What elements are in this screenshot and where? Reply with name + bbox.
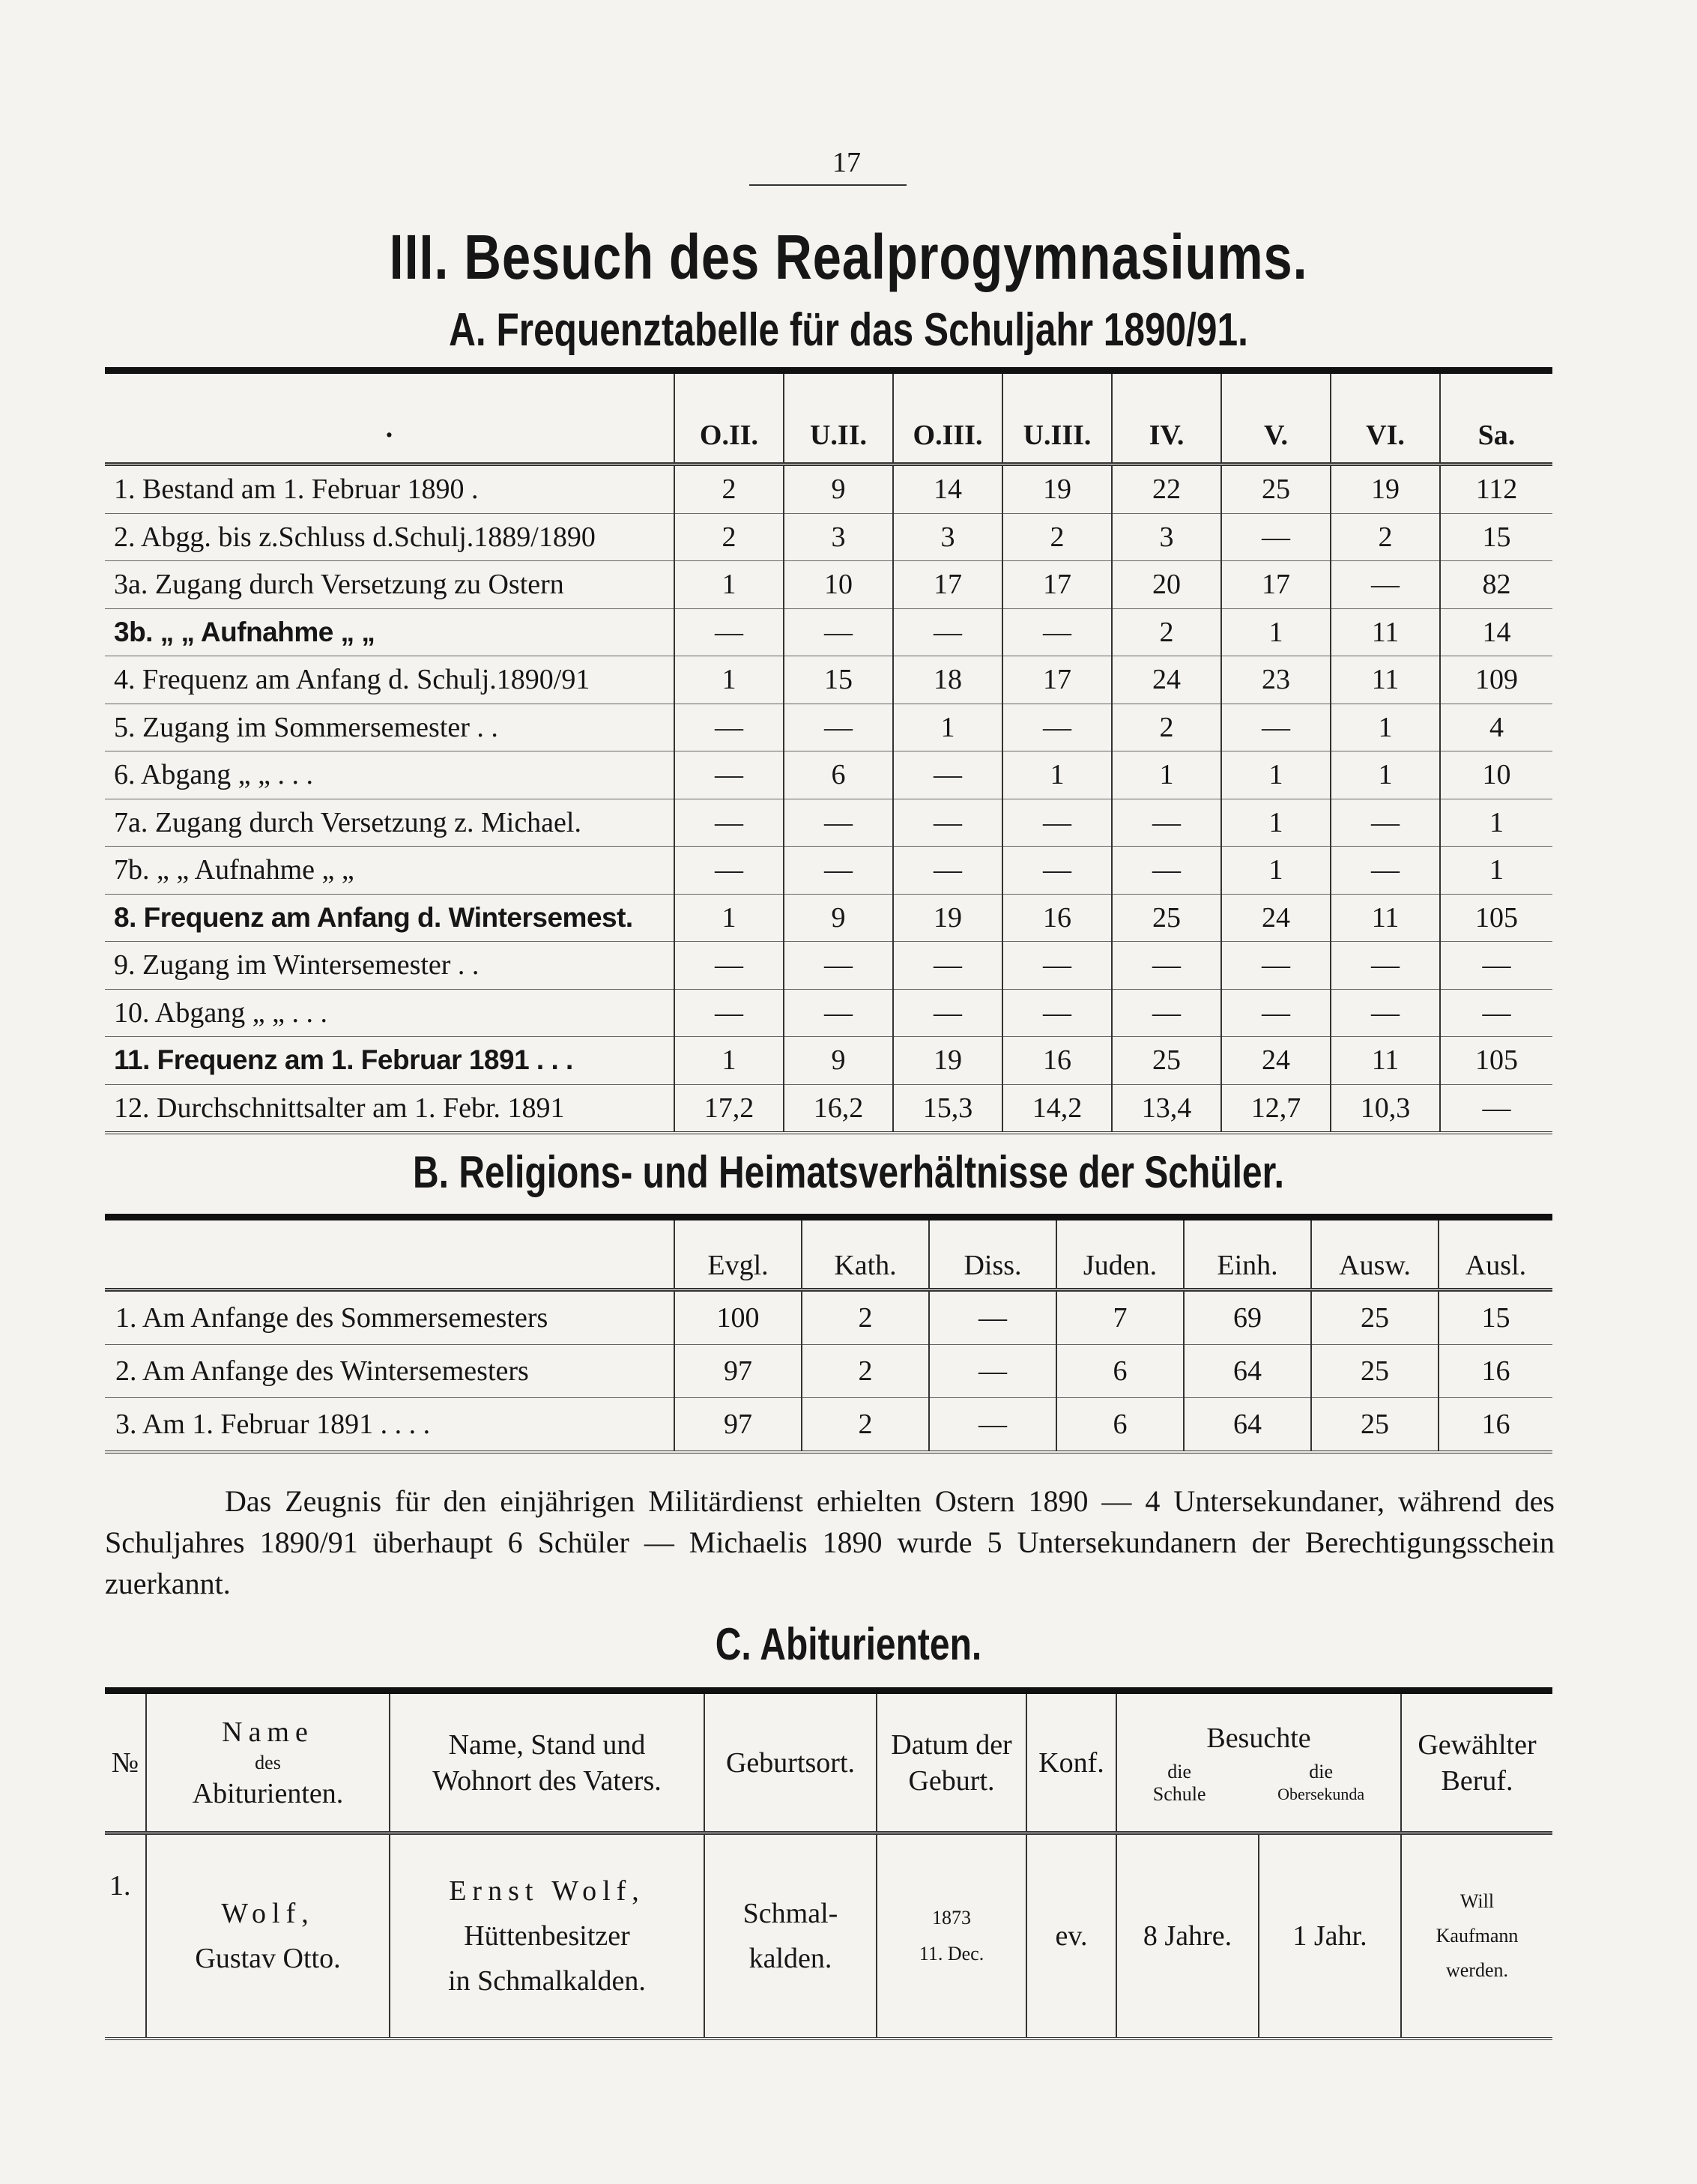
table-cell: 11 — [1331, 1037, 1440, 1085]
table-cell: 14,2 — [1002, 1084, 1112, 1133]
table-cell: 24 — [1112, 656, 1221, 704]
table-cell: 1 — [1221, 751, 1331, 799]
table-cell: — — [1221, 989, 1331, 1037]
table-cell: 17 — [1002, 656, 1112, 704]
table-cell: 1 — [674, 1037, 784, 1085]
table-header-cell: U.II. — [784, 371, 893, 465]
table-header-row — [105, 371, 1552, 465]
father-info — [390, 1833, 704, 2039]
table-cell: — — [674, 799, 784, 847]
table-cell: 25 — [1311, 1398, 1439, 1453]
table-row — [105, 942, 1552, 990]
table-header-cell — [105, 1217, 674, 1290]
birthplace-header: Geburtsort. — [704, 1691, 877, 1833]
table-header-cell: Einh. — [1184, 1217, 1311, 1290]
table-cell: 69 — [1184, 1290, 1311, 1345]
table-cell: — — [674, 751, 784, 799]
table-cell: 10,3 — [1331, 1084, 1440, 1133]
table-cell: 16 — [1439, 1398, 1552, 1453]
table-cell: — — [929, 1345, 1056, 1398]
birthdate-line: 11. Dec. — [919, 1943, 984, 1964]
row-label: 6. Abgang „ „ . . . — [105, 751, 674, 799]
table-cell: 1 — [893, 704, 1002, 751]
table-cell: — — [1331, 799, 1440, 847]
table-cell: 10 — [1440, 751, 1552, 799]
table-cell: — — [674, 847, 784, 895]
table-cell: 17,2 — [674, 1084, 784, 1133]
page-number: 17 — [832, 147, 861, 178]
table-row — [105, 608, 1552, 656]
row-label: 3b. „ „ Aufnahme „ „ — [105, 608, 674, 656]
table-cell: 1 — [674, 561, 784, 609]
table-cell: 97 — [674, 1398, 802, 1453]
table-cell: 25 — [1112, 1037, 1221, 1085]
row-label: 2. Abgg. bis z.Schluss d.Schulj.1889/1890 — [105, 513, 674, 561]
table-header-cell: Evgl. — [674, 1217, 802, 1290]
table-cell: — — [784, 989, 893, 1037]
table-cell: 19 — [893, 894, 1002, 942]
table-cell: — — [1221, 513, 1331, 561]
table-cell: 9 — [784, 465, 893, 514]
table-row — [105, 1290, 1552, 1345]
subheader-school: Schule — [1152, 1782, 1206, 1805]
table-cell: 16,2 — [784, 1084, 893, 1133]
attended-obersekunda-subheader — [1277, 1761, 1364, 1806]
table-cell: — — [1002, 847, 1112, 895]
name-header-line: Abiturienten. — [192, 1777, 344, 1809]
table-cell: 6 — [1056, 1345, 1184, 1398]
table-cell: 2 — [802, 1345, 929, 1398]
table-cell: 22 — [1112, 465, 1221, 514]
table-cell: 25 — [1112, 894, 1221, 942]
table-cell: 100 — [674, 1290, 802, 1345]
career-line: werden. — [1445, 1959, 1508, 1981]
table-cell: — — [893, 751, 1002, 799]
subtitle: A. Frequenztabelle für das Schuljahr 1890/91. — [449, 304, 1248, 356]
table-cell: 2 — [802, 1398, 929, 1453]
row-label: 4. Frequenz am Anfang d. Schulj.1890/91 — [105, 656, 674, 704]
table-cell: 105 — [1440, 894, 1552, 942]
table-row — [105, 561, 1552, 609]
graduate-name — [146, 1833, 390, 2039]
confession: ev. — [1026, 1833, 1116, 2039]
table-cell: — — [1112, 799, 1221, 847]
table-cell: 1 — [674, 894, 784, 942]
table-cell: 16 — [1002, 1037, 1112, 1085]
table-cell: 1 — [1221, 847, 1331, 895]
table-header-cell: Juden. — [1056, 1217, 1184, 1290]
frequency-table-body — [105, 465, 1552, 1134]
table-cell: — — [893, 608, 1002, 656]
table-cell: 1 — [1002, 751, 1112, 799]
table-cell: 105 — [1440, 1037, 1552, 1085]
father-info-line: Hüttenbesitzer — [464, 1920, 630, 1952]
table-cell: 1 — [1440, 799, 1552, 847]
attended-school-subheader — [1153, 1761, 1206, 1806]
table-cell: — — [893, 799, 1002, 847]
career-header — [1401, 1691, 1552, 1833]
table-cell: — — [1112, 942, 1221, 990]
table-row — [105, 847, 1552, 895]
number-header: № — [105, 1691, 146, 1833]
table-header-cell: IV. — [1112, 371, 1221, 465]
certificate-paragraph — [105, 1480, 1555, 1604]
table-cell: — — [1440, 989, 1552, 1037]
table-row — [105, 894, 1552, 942]
row-label: 5. Zugang im Sommersemester . . — [105, 704, 674, 751]
table-cell: 1 — [1331, 704, 1440, 751]
table-header-row — [105, 1691, 1552, 1833]
table-cell: 3 — [893, 513, 1002, 561]
row-label: 1. Am Anfange des Sommersemesters — [105, 1290, 674, 1345]
career — [1401, 1833, 1552, 2039]
birthplace-line: kalden. — [748, 1943, 832, 1974]
table-cell: 24 — [1221, 894, 1331, 942]
graduate-number: 1. — [109, 1870, 131, 1902]
table-cell: 25 — [1311, 1290, 1439, 1345]
main-title: III. Besuch des Realprogymnasiums. — [389, 222, 1308, 292]
graduate-name-line: Gustav Otto. — [195, 1943, 341, 1974]
table-cell: 1 — [1331, 751, 1440, 799]
table-cell: 1 — [1221, 799, 1331, 847]
graduate-name-line: Wolf, — [221, 1898, 315, 1929]
row-label: 10. Abgang „ „ . . . — [105, 989, 674, 1037]
table-row — [105, 465, 1552, 514]
table-cell: 2 — [1331, 513, 1440, 561]
birthdate-header-line: Datum der — [891, 1728, 1012, 1761]
frequency-table — [105, 367, 1552, 1134]
table-row — [105, 1037, 1552, 1085]
table-cell: 17 — [1221, 561, 1331, 609]
table-cell: 16 — [1002, 894, 1112, 942]
row-label: 7b. „ „ Aufnahme „ „ — [105, 847, 674, 895]
row-label: 2. Am Anfange des Wintersemesters — [105, 1345, 674, 1398]
attended-header-label: Besuchte — [1206, 1722, 1311, 1754]
table-cell: — — [1331, 561, 1440, 609]
career-line: Kaufmann — [1436, 1925, 1519, 1946]
name-header-line: des — [255, 1751, 281, 1773]
table-cell: — — [674, 704, 784, 751]
birthdate-line: 1873 — [932, 1907, 971, 1929]
table-cell: 14 — [1440, 608, 1552, 656]
table-cell: — — [784, 608, 893, 656]
table-header-cell: U.III. — [1002, 371, 1112, 465]
father-header-line: Wohnort des Vaters. — [432, 1764, 662, 1797]
table-cell: — — [1331, 942, 1440, 990]
table-cell: — — [929, 1290, 1056, 1345]
table-header-cell: V. — [1221, 371, 1331, 465]
table-cell: — — [1221, 942, 1331, 990]
table-row — [105, 1833, 1552, 2039]
table-cell: 6 — [784, 751, 893, 799]
birthdate — [877, 1833, 1026, 2039]
table-row — [105, 704, 1552, 751]
table-cell: — — [674, 989, 784, 1037]
birthplace-line: Schmal- — [742, 1898, 838, 1929]
table-cell: 82 — [1440, 561, 1552, 609]
row-label: 3. Am 1. Februar 1891 . . . . — [105, 1398, 674, 1453]
table-cell: 1 — [1221, 608, 1331, 656]
table-cell: 4 — [1440, 704, 1552, 751]
table-cell: 11 — [1331, 608, 1440, 656]
table-cell: — — [1112, 989, 1221, 1037]
table-cell: — — [674, 608, 784, 656]
table-cell: 15 — [1439, 1290, 1552, 1345]
table-cell: 10 — [784, 561, 893, 609]
table-cell: — — [1331, 847, 1440, 895]
table-cell: 19 — [893, 1037, 1002, 1085]
table-cell: 24 — [1221, 1037, 1331, 1085]
table-cell: — — [893, 989, 1002, 1037]
table-cell: — — [893, 942, 1002, 990]
table-cell: — — [1331, 989, 1440, 1037]
table-cell: — — [784, 942, 893, 990]
attended-header — [1116, 1691, 1401, 1833]
table-cell: 109 — [1440, 656, 1552, 704]
table-cell: 17 — [1002, 561, 1112, 609]
table-cell: 2 — [674, 465, 784, 514]
row-label: 11. Frequenz am 1. Februar 1891 . . . — [105, 1037, 674, 1085]
table-cell: 15 — [1440, 513, 1552, 561]
row-label: 8. Frequenz am Anfang d. Wintersemest. — [105, 894, 674, 942]
table-header-cell: O.III. — [893, 371, 1002, 465]
table-cell: 13,4 — [1112, 1084, 1221, 1133]
table-cell: 1 — [674, 656, 784, 704]
table-cell: — — [784, 847, 893, 895]
table-cell: — — [1002, 799, 1112, 847]
table-cell: — — [1002, 989, 1112, 1037]
table-cell: — — [1440, 942, 1552, 990]
table-cell: — — [1221, 704, 1331, 751]
table-header-cell: Ausl. — [1439, 1217, 1552, 1290]
row-label: 7a. Zugang durch Versetzung z. Michael. — [105, 799, 674, 847]
table-cell: — — [1002, 704, 1112, 751]
table-cell: — — [1112, 847, 1221, 895]
father-info-line: Ernst Wolf, — [449, 1875, 645, 1907]
confession-header: Konf. — [1026, 1691, 1116, 1833]
row-label: 12. Durchschnittsalter am 1. Febr. 1891 — [105, 1084, 674, 1133]
table-cell: 12,7 — [1221, 1084, 1331, 1133]
row-label: 9. Zugang im Wintersemester . . — [105, 942, 674, 990]
table-cell: 1 — [1112, 751, 1221, 799]
table-header-cell: Sa. — [1440, 371, 1552, 465]
table-cell: 3 — [1112, 513, 1221, 561]
table-header-row — [105, 1217, 1552, 1290]
father-info-line: in Schmalkalden. — [448, 1965, 646, 1997]
table-header-cell: Diss. — [929, 1217, 1056, 1290]
table-cell: — — [929, 1398, 1056, 1453]
table-cell: 16 — [1439, 1345, 1552, 1398]
subheader-obersekunda: Obersekunda — [1277, 1784, 1365, 1803]
birthdate-header — [877, 1691, 1026, 1833]
row-label: 1. Bestand am 1. Februar 1890 . — [105, 465, 674, 514]
table-cell: — — [1002, 608, 1112, 656]
table-row — [105, 751, 1552, 799]
table-cell: — — [784, 799, 893, 847]
religion-table-body — [105, 1290, 1552, 1453]
table-cell: 2 — [1112, 608, 1221, 656]
table-cell: 25 — [1221, 465, 1331, 514]
career-header-line: Beruf. — [1441, 1764, 1513, 1797]
table-row — [105, 1398, 1552, 1453]
table-header-cell: Ausw. — [1311, 1217, 1439, 1290]
table-cell: 2 — [802, 1290, 929, 1345]
table-cell: 6 — [1056, 1398, 1184, 1453]
table-cell: 112 — [1440, 465, 1552, 514]
table-cell: 1 — [1440, 847, 1552, 895]
page-number-rule — [749, 184, 907, 186]
table-cell: 15,3 — [893, 1084, 1002, 1133]
table-header-cell: O.II. — [674, 371, 784, 465]
table-header-cell: Kath. — [802, 1217, 929, 1290]
years-school: 8 Jahre. — [1116, 1833, 1259, 2039]
table-cell: 17 — [893, 561, 1002, 609]
certificate-text: Das Zeugnis für den einjährigen Militärdienst erhielten Ostern 1890 — 4 Untersekundaner, während des Schuljahres 1890/91 überhaupt 6 Schüler — Michaelis 1890 wurde 5 Untersekundanern der Berechtigungsschein zuerkannt. — [105, 1484, 1555, 1600]
table-row — [105, 989, 1552, 1037]
table-cell: 14 — [893, 465, 1002, 514]
table-cell: 20 — [1112, 561, 1221, 609]
table-cell: 23 — [1221, 656, 1331, 704]
years-obersekunda: 1 Jahr. — [1259, 1833, 1401, 2039]
father-header-line: Name, Stand und — [448, 1728, 646, 1761]
table-cell: 97 — [674, 1345, 802, 1398]
name-header-line: Name — [222, 1716, 314, 1748]
table-cell: 2 — [1002, 513, 1112, 561]
father-header — [390, 1691, 704, 1833]
section-c-title: C. Abiturienten. — [715, 1619, 982, 1669]
table-cell: 2 — [674, 513, 784, 561]
table-cell: 7 — [1056, 1290, 1184, 1345]
career-header-line: Gewählter — [1418, 1728, 1537, 1761]
birthplace — [704, 1833, 877, 2039]
table-cell: 64 — [1184, 1398, 1311, 1453]
attended-subheaders — [1117, 1761, 1400, 1806]
graduates-table — [105, 1687, 1552, 2040]
birthdate-header-line: Geburt. — [908, 1764, 995, 1797]
table-cell: 11 — [1331, 894, 1440, 942]
table-row — [105, 799, 1552, 847]
table-cell: — — [893, 847, 1002, 895]
table-cell: 3 — [784, 513, 893, 561]
religion-table — [105, 1214, 1552, 1454]
subheader-article: die — [1167, 1760, 1192, 1782]
table-cell: 15 — [784, 656, 893, 704]
table-cell: — — [1440, 1084, 1552, 1133]
table-cell: — — [784, 704, 893, 751]
table-row — [105, 513, 1552, 561]
table-cell: 18 — [893, 656, 1002, 704]
table-row — [105, 656, 1552, 704]
table-cell: 64 — [1184, 1345, 1311, 1398]
career-line: Will — [1459, 1890, 1495, 1912]
table-cell: 11 — [1331, 656, 1440, 704]
table-cell: 9 — [784, 894, 893, 942]
table-row — [105, 1084, 1552, 1133]
table-cell: — — [1002, 942, 1112, 990]
table-header-cell: VI. — [1331, 371, 1440, 465]
table-cell: — — [674, 942, 784, 990]
table-cell: 9 — [784, 1037, 893, 1085]
section-b-title: B. Religions- und Heimatsverhältnisse der Schüler. — [413, 1147, 1284, 1197]
table-row — [105, 1345, 1552, 1398]
table-cell: 19 — [1002, 465, 1112, 514]
table-cell: 2 — [1112, 704, 1221, 751]
row-label: 3a. Zugang durch Versetzung zu Ostern — [105, 561, 674, 609]
table-cell: 25 — [1311, 1345, 1439, 1398]
table-header-cell: · — [105, 371, 674, 465]
name-header — [146, 1691, 390, 1833]
subheader-article: die — [1309, 1760, 1334, 1782]
table-cell: 19 — [1331, 465, 1440, 514]
